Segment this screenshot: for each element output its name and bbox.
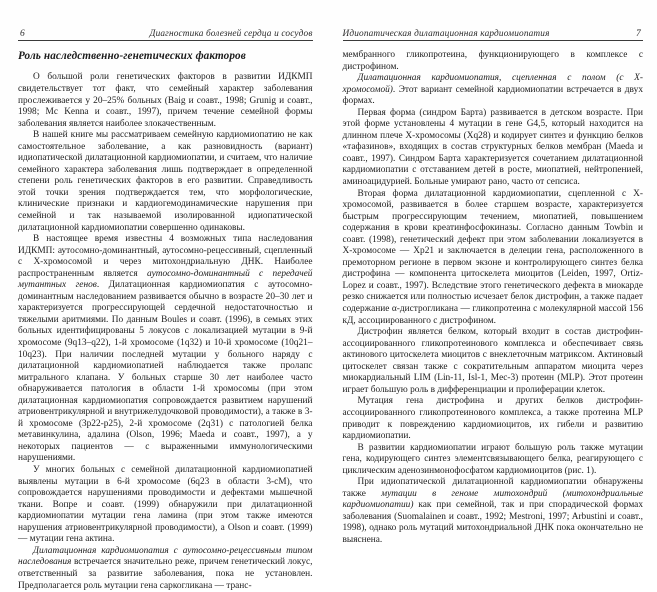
body-text: При идиопатической дилатационной кардиомиопатии обнаружены также — [343, 477, 644, 499]
body-text: О большой роли генетических факторов в развитии ИДКМП свидетельствует тот факт, что семейный характер заболевания прослеживается у 20–25% больных (Baig и соавт., 1998; Grunig и соавт., 1998; Mc Kenna и соавт., 1997), причем течение семейной формы заболевания является наиболее злокачественным. — [18, 72, 313, 128]
paragraph — [18, 234, 313, 465]
paragraph — [343, 189, 644, 328]
right-running-title: Идиопатическая дилатационная кардиомиопатия — [343, 29, 550, 39]
paragraph — [343, 327, 644, 396]
paragraph — [18, 465, 313, 546]
left-folio-number: 6 — [20, 29, 25, 39]
left-head-rule — [18, 40, 313, 41]
emphasis-text: Дилатационная кардиомиопатия, сцепленная с полом (с Х-хромосомой) — [343, 73, 644, 95]
paragraph — [343, 108, 644, 189]
paragraph — [343, 396, 644, 442]
body-text: Мутация гена дистрофина и других белков дистрофин-ассоциированного гликопротеинового комплекса, а также протеина MLP приводит к повреждению кардиомиоцитов, их гибели и развитию кардиомиопатии. — [343, 396, 644, 441]
paragraph — [343, 73, 644, 108]
body-text: . Этот вариант семейной кардиомиопатии встречается в двух формах. — [343, 85, 644, 107]
emphasis-text: аутосомно-доминантный с передачей мутантных генов — [18, 269, 312, 291]
body-text: Первая форма (синдром Барта) развивается в детском возрасте. При этой форме установлены 4 мутации в гене G4,5, который находится на длинном плече Х-хромосомы (Xq28) и кодирует синтез и функцию белков «тафазинов», входящих в состав структурных белков мембран (Maeda и соавт., 1997). Синдром Барта характеризуется сочетанием дилатационной кардиомиопатии с отставанием детей в росте, миопатией, нейтропенией, аминоацидурией. Больные умирают рано, часто от сепсиса. — [343, 108, 644, 187]
emphasis-text: мутации в геноме митохондрий (митохондриальные кардиомиопатии) — [343, 489, 644, 511]
right-page-column — [329, 0, 657, 540]
body-text: У многих больных с семейной дилатационной кардиомиопатией выявлены мутации в 6-й хромосоме (6q23 в области 3-сМ), что сопровождается нарушениями проводимости и дефектами мышечной ткани. Вопре и соавт. (1999) обнаружили при дилатационной кардиомиопатии мутации гена ламина (при этом также имеются нарушения атриовентрикулярной проводимости), а Olson и соавт. (1999) — мутации гена актина. — [18, 465, 313, 544]
emphasis-text: Дилатационная кардиомиопатия с аутосомно-рецессивным типом наследования — [18, 546, 313, 568]
body-text: Дистрофин является белком, который входит в состав дистрофин-ассоциированного гликопротеинового комплекса и обеспечивает связь актинового цитоскелета миоцитов с внеклеточным матриксом. Актиновый цитоскелет связан также с сократительным аппаратом миоцита через миокардиальный LIM (Lin-11, Isl-1, Mec-3) протеин (MLP). Этот протеин играет большую роль в дифференциации и пролиферации клеток. — [343, 327, 644, 395]
left-running-head — [18, 22, 313, 41]
body-text: встречается значительно реже, причем генетический локус, ответственный за развитие заболевания, пока не установлен. Предполагается роль мутации гена саркогликана — транс- — [18, 557, 313, 590]
right-head-rule — [343, 40, 644, 41]
left-body-text — [18, 72, 313, 592]
paragraph — [343, 477, 644, 546]
paragraph — [343, 443, 644, 478]
body-text: В настоящее время известны 4 возможных типа наследования ИДКМП: аутосомно-доминантный, аутосомно-рецессивный, сцепленный с Х-хромосомой и через митохондриальную ДНК. Наиболее распространенным является — [18, 234, 313, 279]
body-text: как при семейной, так и при спорадической формах заболевания (Suomalainen и соавт., 1992; Mestroni, 1997; Arbustini и соавт., 1998), однако роль мутаций митохондриальной ДНК пока окончательно не выяснена. — [343, 500, 644, 545]
body-text: В нашей книге мы рассматриваем семейную кардиомиопатию не как самостоятельное заболевание, а как разновидность (вариант) идиопатической дилатационной кардиомиопатии, и считаем, что наличие семейного характера заболевания лишь подтверждает в определенной степени роль генетических факторов в его развитии. Справедливость этой точки зрения подтверждается тем, что морфологические, клинические признаки и кардиогемодинамические нарушения при семейной и так называемой изолированной идиопатической дилатационной кардиомиопатии совершенно одинаковы. — [18, 130, 313, 232]
paragraph — [18, 72, 313, 130]
left-running-title: Диагностика болезней сердца и сосудов — [150, 29, 313, 39]
right-folio-number: 7 — [636, 29, 641, 39]
body-text: В развитии кардиомиопатии играют большую роль также мутации гена, кодирующего синтез элементсвязывающего белка, реагирующего с циклическим аденозинмонофосфатом кардиомиоцитов (рис. 1). — [343, 443, 644, 476]
paragraph — [18, 130, 313, 234]
right-running-head — [343, 22, 644, 41]
left-page-column — [0, 0, 329, 540]
paragraph — [343, 50, 644, 73]
body-text: мембранного гликопротеина, функционирующего в комплексе с дистрофином. — [343, 50, 644, 72]
section-heading: Роль наследственно-генетических факторов — [18, 50, 313, 63]
right-body-text — [343, 50, 644, 547]
paragraph — [18, 546, 313, 592]
body-text: . Дилатационная кардиомиопатия с аутосомно-доминантным наследованием развивается обычно в возрасте 20–30 лет и характеризуется прогрессирующей сердечной недостаточностью и тяжелыми аритмиями. По данным Boules и соавт. (1996), в семьях этих больных идентифицированы 5 локусов с локализацией мутации в 9-й хромосоме (9q13–q22), 1-й хромосоме (1q32) и 10-й хромосоме (10q21–10q23). При наличии последней мутации у больного наряду с дилатационной кардиомиопатией наблюдается также пролапс митрального клапана. У больных старше 30 лет наиболее часто обнаруживается патология в области 1-й хромосомы (при этом дилатационная кардиомиопатия сопровождается развитием нарушений атриовентрикулярной и внутрижелудочковой проводимости), а также в 3-й хромосоме (3р22-р25), 2-й хромосоме (2q31) с патологией белка метавинкулина, адалина (Olson, 1996; Maeda и соавт., 1997), а у некоторых пациентов — с выраженными иммунологическими нарушениями. — [18, 280, 313, 463]
body-text: Вторая форма дилатационной кардиомиопатии, сцепленной с Х-хромосомой, развивается в более старшем возрасте, характеризуется быстрым прогрессирующим течением, миопатией, повышением содержания в крови креатинфосфокиназы. Согласно данным Towbin и соавт. (1998), генетический дефект при этом заболевании локализуется в Х-хромосоме — Хр21 и заключается в делеции гена, расположенного в премоторном регионе в первом экзоне и контролирующего синтез белка дистрофина — компонента цитоскелета миоцитов (Leiden, 1997, Ortiz-Lopez и соавт., 1997). Вследствие этого генетического дефекта в миокарде резко снижается или полностью исчезает белок дистрофин, а также падает содержание α-дистрогликана — гликопротеина с молекулярной массой 156 кД, ассоциированного с дистрофином. — [343, 189, 644, 326]
